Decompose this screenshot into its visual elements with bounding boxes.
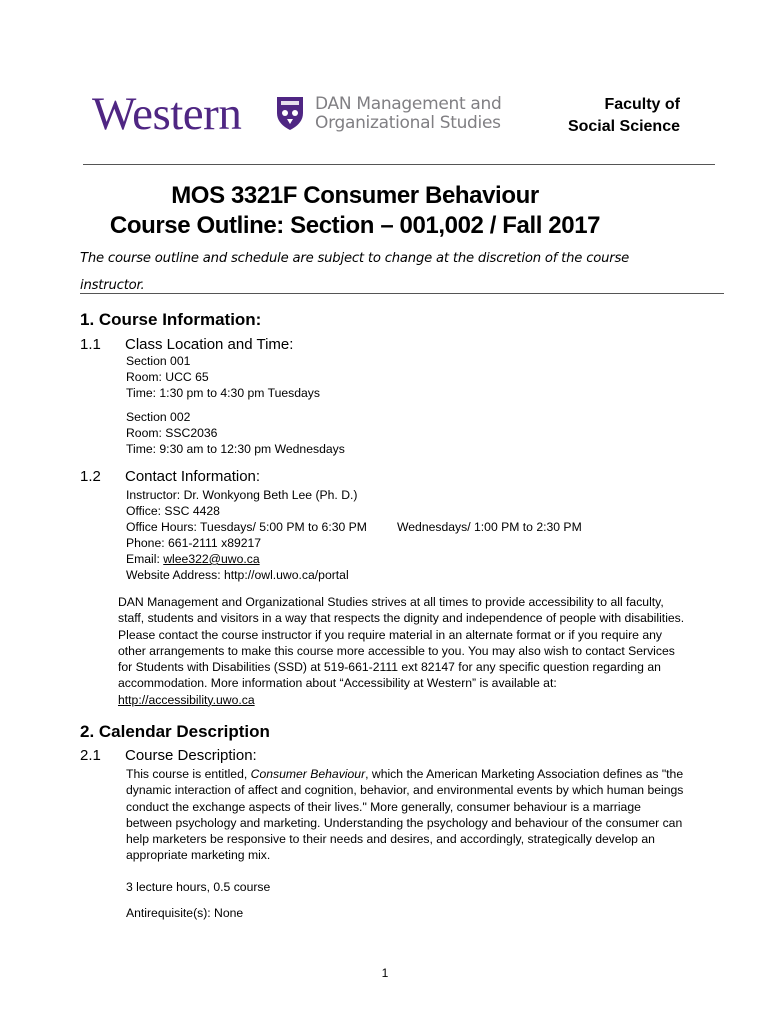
email-label: Email: (126, 552, 164, 566)
website-address: Website Address: http://owl.uwo.ca/portal (126, 568, 349, 582)
subsection-title: Contact Information: (125, 468, 261, 485)
antirequisites: Antirequisite(s): None (126, 906, 244, 920)
office-location: Office: SSC 4428 (126, 504, 220, 518)
email-line (126, 551, 367, 567)
office-hours-tuesday: Office Hours: Tuesdays/ 5:00 PM to 6:30 PM (126, 520, 367, 534)
lecture-hours: 3 lecture hours, 0.5 course (126, 880, 271, 894)
subsection-1-2-heading (80, 468, 480, 488)
subsection-number: 1.1 (80, 336, 101, 353)
email-link[interactable]: wlee322@uwo.ca (163, 552, 260, 566)
logo-line-1: DAN Management and (315, 94, 502, 114)
section-001-label: Section 001 (126, 354, 191, 368)
description-intro: This course is entitled, (126, 767, 251, 781)
description-body: , which the American Marketing Association defines as "the dynamic interaction of affect and cognition, behavior, and environmental events by which human beings conduct the exchange aspects of their lives." More generally, consumer behaviour is a marriage between psychology and marketing. Understanding the psychology and behaviour of the consumer can help marketers be responsive to their needs and desires, and accordingly, strategically develop an appropriate marketing mix. (126, 767, 684, 863)
subsection-number: 2.1 (80, 747, 101, 764)
section-002-info (126, 409, 345, 457)
section-001-info (126, 353, 320, 401)
office-hours (126, 519, 582, 535)
course-subtitle: Course Outline: Section – 001,002 / Fall 2017 (109, 212, 601, 239)
section-001-time: Time: 1:30 pm to 4:30 pm Tuesdays (126, 386, 320, 400)
section-002-time: Time: 9:30 am to 12:30 pm Wednesdays (126, 442, 345, 456)
office-hours-wednesday: Wednesdays/ 1:00 PM to 2:30 PM (397, 520, 582, 534)
logo-wordmark: Western (92, 88, 242, 140)
faculty-line-1: Faculty of (604, 96, 680, 113)
accessibility-statement (118, 594, 690, 708)
section-1-heading: 1. Course Information: (80, 310, 262, 329)
section-2-heading: 2. Calendar Description (80, 722, 270, 741)
logo-line-2: Organizational Studies (315, 113, 501, 133)
faculty-label (568, 94, 680, 138)
course-description (126, 766, 684, 864)
course-title: MOS 3321F Consumer Behaviour (171, 182, 539, 209)
section-002-label: Section 002 (126, 410, 191, 424)
accessibility-text: DAN Management and Organizational Studies strives at all times to provide accessibility to all faculty, staff, students and visitors in a way that respects the dignity and independence of people with disabilities. Please contact the course instructor if you require material in an alternate format or if you require any other arrangements to make this course more accessible to you. You may also wish to contact Services for Students with Disabilities (SSD) at 519-661-2111 ext 82147 for any specific question regarding an accommodation. More information about “Accessibility at Western” is available at: (118, 595, 685, 691)
subsection-title: Course Description: (125, 747, 257, 764)
western-crest-icon (275, 95, 305, 131)
western-dan-logo (92, 88, 502, 140)
instructor-name: Instructor: Dr. Wonkyong Beth Lee (Ph. D.) (126, 488, 358, 502)
subsection-2-1-heading (80, 747, 480, 767)
title-divider (80, 293, 724, 294)
header-divider (83, 164, 715, 165)
contact-info (126, 487, 582, 583)
faculty-line-2: Social Science (567, 118, 680, 135)
page-number: 1 (381, 966, 389, 980)
phone-number: Phone: 661-2111 x89217 (126, 536, 262, 550)
accessibility-link[interactable]: http://accessibility.uwo.ca (118, 692, 255, 707)
subsection-number: 1.2 (80, 468, 101, 485)
course-name-italic: Consumer Behaviour (250, 767, 366, 781)
subsection-title: Class Location and Time: (125, 336, 294, 353)
section-002-room: Room: SSC2036 (126, 426, 218, 440)
section-001-room: Room: UCC 65 (126, 370, 209, 384)
disclaimer-text: The course outline and schedule are subject to change at the discretion of the course instructor. (80, 251, 630, 293)
